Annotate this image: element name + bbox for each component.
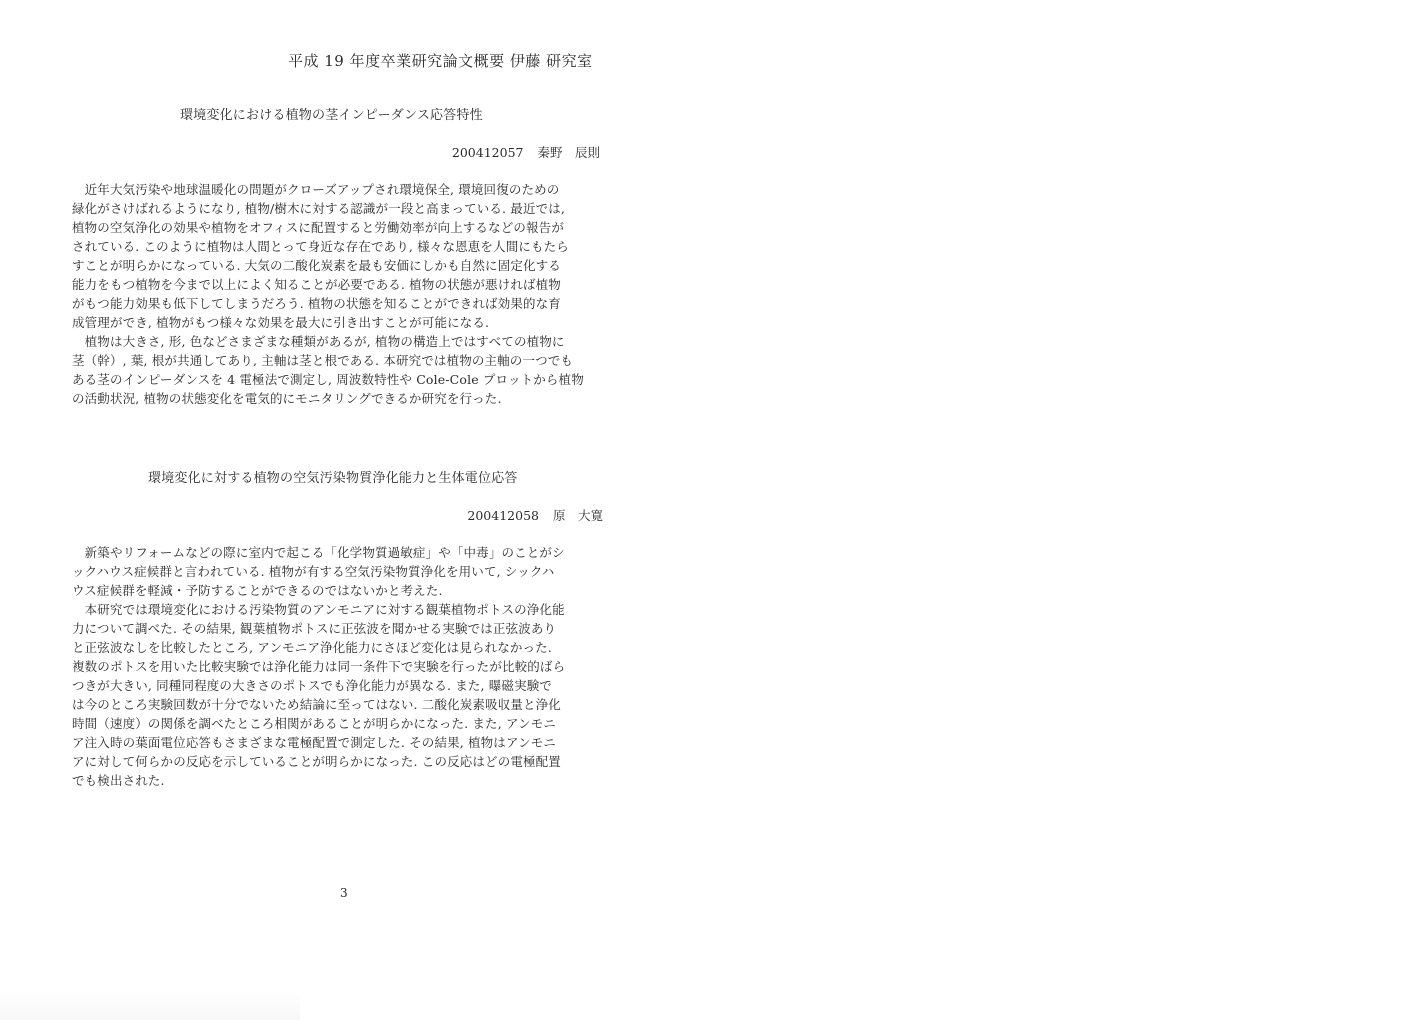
body-line: 力について調べた. その結果, 観葉植物ポトスに正弦波を聞かせる実験では正弦波あり bbox=[72, 621, 557, 636]
body-line: 新築やリフォームなどの際に室内で起こる「化学物質過敏症」や「中毒」のことがシ bbox=[72, 545, 565, 560]
body-line: されている. このように植物は人間とって身近な存在であり, 様々な恩恵を人間にもたら bbox=[72, 239, 569, 254]
body-line: 緑化がさけばれるようになり, 植物/樹木に対する認識が一段と高まっている. 最近では, bbox=[72, 201, 566, 216]
section-2-student-id: 200412058 bbox=[467, 508, 539, 523]
body-line: 植物は大きさ, 形, 色などさまざまな種類があるが, 植物の構造上ではすべての植物に bbox=[72, 334, 565, 349]
body-line: つきが大きい, 同種同程度の大きさのポトスでも浄化能力が異なる. また, 曝磁実験で bbox=[72, 678, 553, 693]
body-line: 茎（幹）, 葉, 根が共通してあり, 主軸は茎と根である. 本研究では植物の主軸の一つでも bbox=[72, 353, 574, 368]
section-2-title: 環境変化に対する植物の空気汚染物質浄化能力と生体電位応答 bbox=[148, 471, 518, 486]
body-line: ア注入時の葉面電位応答もさまざまな電極配置で測定した. その結果, 植物はアンモニ bbox=[72, 735, 557, 750]
body-line: 時間（速度）の関係を調べたところ相関があることが明らかになった. また, アンモニ bbox=[72, 716, 557, 731]
body-line: 近年大気汚染や地球温暖化の問題がクローズアップされ環境保全, 環境回復のための bbox=[72, 182, 560, 197]
section-2-body bbox=[72, 543, 608, 790]
scan-shadow bbox=[0, 990, 300, 1020]
section-1-author bbox=[452, 143, 600, 161]
section-2-author bbox=[467, 506, 603, 524]
body-line: すことが明らかになっている. 大気の二酸化炭素を最も安価にしかも自然に固定化する bbox=[72, 258, 561, 273]
body-line: 複数のポトスを用いた比較実験では浄化能力は同一条件下で実験を行ったが比較的ばら bbox=[72, 659, 566, 674]
section-1-author-name: 秦野 辰則 bbox=[537, 145, 600, 160]
section-2-author-name: 原 大寛 bbox=[552, 508, 603, 523]
body-line: 能力をもつ植物を今まで以上によく知ることが必要である. 植物の状態が悪ければ植物 bbox=[72, 277, 561, 292]
body-line: 成管理ができ, 植物がもつ様々な効果を最大に引き出すことが可能になる. bbox=[72, 315, 490, 330]
body-line: ウス症候群を軽減・予防することができるのではないかと考えた. bbox=[72, 583, 443, 598]
body-line: 植物の空気浄化の効果や植物をオフィスに配置すると労働効率が向上するなどの報告が bbox=[72, 220, 564, 235]
body-line: 本研究では環境変化における汚染物質のアンモニアに対する観葉植物ポトスの浄化能 bbox=[72, 602, 565, 617]
section-1-body bbox=[72, 180, 604, 408]
section-1-title: 環境変化における植物の茎インピーダンス応答特性 bbox=[180, 108, 483, 123]
section-1-student-id: 200412057 bbox=[451, 145, 524, 160]
body-line: でも検出された. bbox=[72, 773, 165, 788]
body-line: がもつ能力効果も低下してしまうだろう. 植物の状態を知ることができれば効果的な育 bbox=[72, 296, 561, 311]
body-line: アに対して何らかの反応を示していることが明らかになった. この反応はどの電極配置 bbox=[72, 754, 561, 769]
document-header: 平成 19 年度卒業研究論文概要 伊藤 研究室 bbox=[288, 52, 593, 70]
body-line: の活動状況, 植物の状態変化を電気的にモニタリングできるか研究を行った. bbox=[72, 391, 502, 406]
body-line: ある茎のインピーダンスを 4 電極法で測定し, 周波数特性や Cole-Cole プロットから植物 bbox=[72, 372, 584, 387]
body-line: と正弦波なしを比較したところ, アンモニア浄化能力にさほど変化は見られなかった. bbox=[72, 640, 552, 655]
body-line: は今のところ実験回数が十分でないため結論に至ってはない. 二酸化炭素吸収量と浄化 bbox=[72, 697, 561, 712]
page-number: 3 bbox=[340, 886, 348, 900]
body-line: ックハウス症候群と言われている. 植物が有する空気汚染物質浄化を用いて, シックハ bbox=[72, 564, 555, 579]
